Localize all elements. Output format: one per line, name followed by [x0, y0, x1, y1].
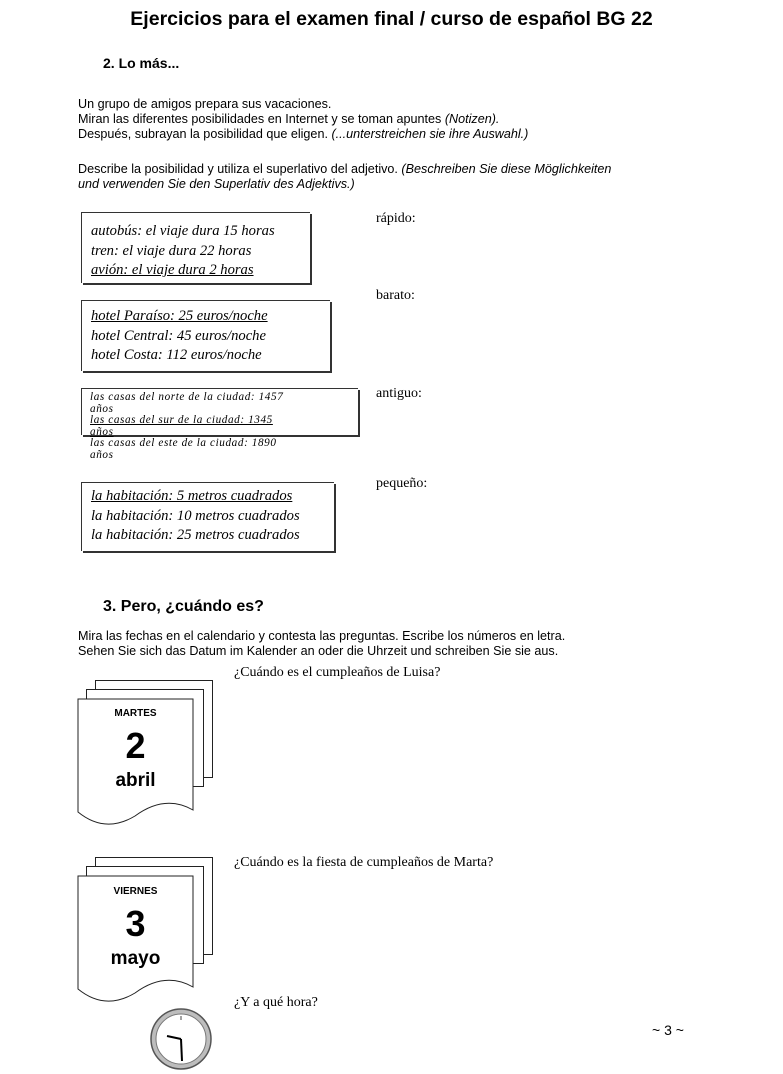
note-line-underlined: hotel Paraíso: 25 euros/noche [91, 308, 268, 324]
calendar-tear-off-2 [77, 857, 217, 1007]
note-line-underlined: avión: el viaje dura 2 horas [91, 262, 254, 278]
note-card-rapido [81, 212, 310, 283]
note-card-pequeno [81, 482, 334, 551]
calendar-day: 3 [125, 903, 146, 944]
section-2-instruction: Describe la posibilidad y utiliza el superlativo del adjetivo. (Beschreiben Sie diese Möglichkeiten und verwenden Sie den Superlativ des Adjektivs.) [78, 162, 612, 191]
intro-line-1: Un grupo de amigos prepara sus vacaciones. [78, 97, 332, 111]
label-barato: barato: [376, 288, 415, 303]
label-pequeno: pequeño: [376, 476, 428, 491]
note-line: autobús: el viaje dura 15 horas [91, 223, 275, 239]
page-number: ~ 3 ~ [652, 1022, 684, 1038]
section-3-instructions: Mira las fechas en el calendario y contesta las preguntas. Escribe los números en letra. Sehen Sie sich das Datum im Kalender an oder die Uhrzeit und schreiben Sie sie aus. [78, 629, 566, 658]
question-hora: ¿Y a qué hora? [234, 995, 318, 1010]
label-rapido: rápido: [376, 211, 416, 226]
note-line-underlined: la habitación: 5 metros cuadrados [91, 488, 293, 504]
note-card-antiguo-text [90, 392, 283, 461]
calendar-day: 2 [125, 725, 146, 766]
question-luisa: ¿Cuándo es el cumpleaños de Luisa? [234, 665, 441, 680]
note-line: hotel Costa: 112 euros/noche [91, 347, 262, 363]
note-line: la habitación: 10 metros cuadrados [91, 507, 300, 524]
note-line: tren: el viaje dura 22 horas [91, 242, 252, 259]
section-3-heading: 3. Pero, ¿cuándo es? [103, 598, 264, 615]
note-line: años [90, 448, 114, 461]
intro-line-2: Miran las diferentes posibilidades en Internet y se toman apuntes (Notizen). [78, 112, 500, 126]
note-line: las casas del este de la ciudad: 1890 [90, 437, 277, 449]
calendar-weekday: VIERNES [113, 886, 158, 897]
intro-line-3: Después, subrayan la posibilidad que eligen. (...unterstreichen sie ihre Auswahl.) [78, 127, 529, 141]
calendar-month: mayo [110, 948, 161, 969]
section-2-heading: 2. Lo más... [103, 55, 180, 71]
note-card-barato [81, 300, 330, 371]
question-marta: ¿Cuándo es la fiesta de cumpleaños de Marta? [234, 855, 494, 870]
note-line-underlined: las casas del sur de la ciudad: 1345 [90, 414, 273, 426]
calendar-weekday: MARTES [114, 708, 157, 719]
section-2-intro [78, 97, 528, 142]
label-antiguo: antiguo: [376, 386, 422, 401]
calendar-tear-off-1 [77, 680, 217, 830]
note-line: las casas del norte de la ciudad: 1457 [90, 391, 284, 403]
calendar-month: abril [115, 770, 156, 791]
note-line-underlined: años [90, 425, 114, 438]
note-line: la habitación: 25 metros cuadrados [91, 527, 300, 543]
note-line: años [90, 402, 114, 415]
note-line: hotel Central: 45 euros/noche [91, 327, 266, 344]
page-title: Ejercicios para el examen final / curso de español BG 22 [130, 8, 653, 30]
clock-icon [149, 1007, 213, 1071]
